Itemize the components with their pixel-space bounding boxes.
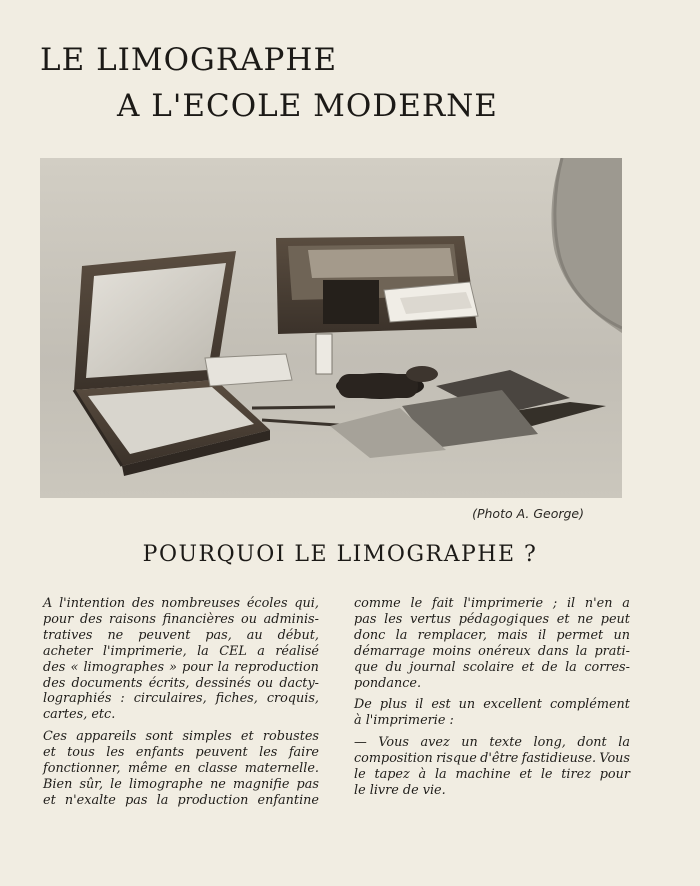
text-line: De plus il est un excellent complément	[354, 697, 630, 713]
text-line: que du journal scolaire et de la corres-	[354, 659, 630, 675]
text-line: fonctionner, même en classe maternelle.	[43, 761, 319, 777]
paragraph	[43, 596, 319, 723]
text-line: Ces appareils sont simples et robustes	[43, 729, 319, 745]
text-line: cartes, etc.	[43, 707, 116, 723]
title-line-2: A L'ECOLE MODERNE	[117, 88, 498, 124]
text-line: composition risque d'être fastidieuse. Vous	[354, 751, 630, 767]
text-line: et n'exalte pas la production enfantine	[43, 792, 319, 808]
text-line: des documents écrits, dessinés ou dacty-	[43, 675, 319, 691]
text-line: des « limographes » pour la reproduction	[43, 659, 319, 675]
text-line: Bien sûr, le limographe ne magnifie pas	[43, 776, 319, 792]
limograph-equipment-illustration	[40, 158, 622, 498]
paragraph	[354, 735, 630, 799]
text-line: démarrage moins onéreux dans la prati-	[354, 643, 630, 659]
paragraph	[354, 596, 630, 691]
text-line: — Vous avez un texte long, dont la	[354, 735, 630, 751]
text-line: pour des raisons financières ou adminis-	[43, 611, 319, 627]
text-line: le tapez à la machine et le tirez pour	[354, 767, 630, 783]
text-line: le livre de vie.	[354, 782, 446, 798]
text-line: à l'imprimerie :	[354, 713, 454, 729]
text-line: comme le fait l'imprimerie ; il n'en a	[354, 596, 630, 611]
text-line: pas les vertus pédagogiques et ne peut	[354, 611, 630, 627]
text-line: acheter l'imprimerie, la CEL a réalisé	[43, 643, 319, 659]
text-line: lographiés : circulaires, fiches, croquis,	[43, 691, 319, 707]
text-line: donc la remplacer, mais il permet un	[354, 627, 630, 643]
text-column-right	[354, 596, 630, 805]
photo-credit: (Photo A. George)	[472, 506, 584, 521]
product-photo	[40, 158, 622, 498]
text-line: pondance.	[354, 675, 422, 691]
section-title: POURQUOI LE LIMOGRAPHE ?	[142, 542, 538, 567]
text-line: tratives ne peuvent pas, au début,	[43, 627, 319, 643]
paragraph	[43, 729, 319, 809]
text-line: et tous les enfants peuvent les faire	[43, 745, 319, 761]
text-line: A l'intention des nombreuses écoles qui,	[43, 596, 319, 611]
title-line-1: LE LIMOGRAPHE	[40, 42, 338, 78]
text-column-left	[43, 596, 319, 815]
paragraph	[354, 697, 630, 729]
